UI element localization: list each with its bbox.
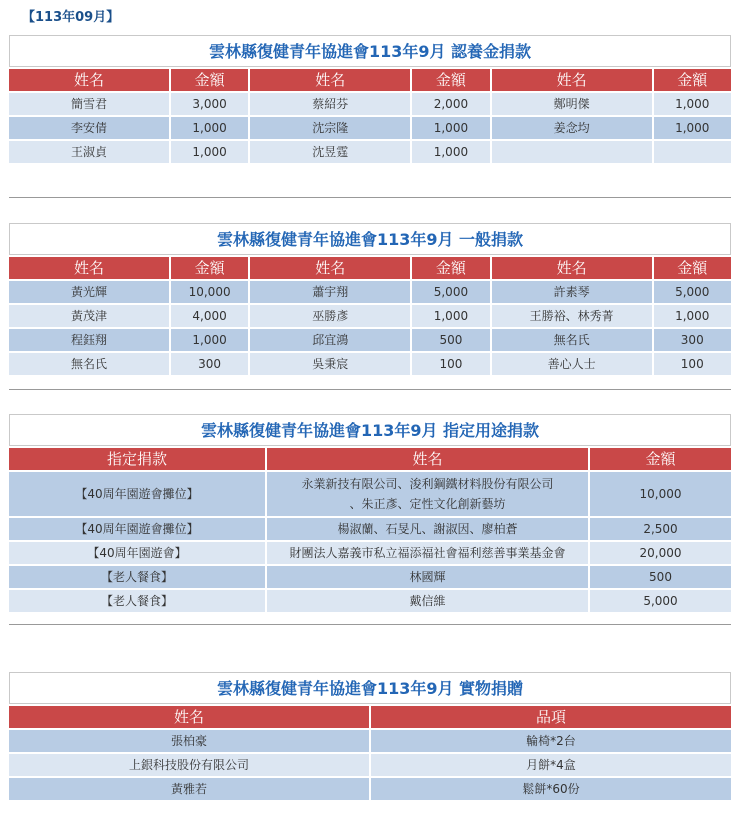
designated-purpose: 【40周年園遊會攤位】 xyxy=(9,472,265,516)
header-cell: 姓名 xyxy=(9,257,169,279)
designated-purpose: 【老人餐食】 xyxy=(9,590,265,612)
section-divider xyxy=(9,197,731,198)
inkind-header-row xyxy=(9,706,731,728)
section-divider xyxy=(9,624,731,625)
donated-item: 鬆餅*60份 xyxy=(371,778,731,800)
inkind-section xyxy=(9,672,731,802)
donation-amount: 2,000 xyxy=(412,93,489,115)
donor-name: 黃茂津 xyxy=(9,305,169,327)
header-cell: 金額 xyxy=(171,69,248,91)
general-section xyxy=(9,223,731,377)
donation-amount: 100 xyxy=(654,353,731,375)
header-cell: 品項 xyxy=(371,706,731,728)
donor-name: 吳秉宸 xyxy=(250,353,410,375)
donation-amount: 5,000 xyxy=(590,590,731,612)
donation-amount: 1,000 xyxy=(171,117,248,139)
donor-name: 李安倩 xyxy=(9,117,169,139)
donation-amount: 1,000 xyxy=(654,305,731,327)
donor-name: 楊淑蘭、石旻凡、謝淑因、廖柏蒼 xyxy=(267,518,588,540)
donor-name: 黃光輝 xyxy=(9,281,169,303)
table-row xyxy=(9,353,731,375)
donor-name: 許素琴 xyxy=(492,281,652,303)
donor-name: 簡雪君 xyxy=(9,93,169,115)
donation-amount: 10,000 xyxy=(171,281,248,303)
donation-amount: 4,000 xyxy=(171,305,248,327)
donation-amount: 1,000 xyxy=(412,305,489,327)
table-row xyxy=(9,730,731,752)
donor-name: 姜念均 xyxy=(492,117,652,139)
donor-name xyxy=(492,141,652,163)
general-header-row xyxy=(9,257,731,279)
table-row xyxy=(9,281,731,303)
donation-amount: 500 xyxy=(590,566,731,588)
donation-amount: 5,000 xyxy=(654,281,731,303)
donation-amount: 1,000 xyxy=(412,141,489,163)
designated-table xyxy=(7,446,733,614)
sponsorship-header-row xyxy=(9,69,731,91)
donor-name: 張柏豪 xyxy=(9,730,369,752)
header-cell: 金額 xyxy=(654,69,731,91)
donation-amount: 2,500 xyxy=(590,518,731,540)
donation-amount: 1,000 xyxy=(654,117,731,139)
donor-name: 善心人士 xyxy=(492,353,652,375)
donation-amount: 3,000 xyxy=(171,93,248,115)
donor-name: 沈宗隆 xyxy=(250,117,410,139)
donated-item: 輪椅*2台 xyxy=(371,730,731,752)
table-row xyxy=(9,590,731,612)
donor-name: 沈昱霆 xyxy=(250,141,410,163)
header-cell: 姓名 xyxy=(9,706,369,728)
header-cell: 金額 xyxy=(171,257,248,279)
header-cell: 姓名 xyxy=(250,69,410,91)
general-table xyxy=(7,255,733,377)
header-cell: 姓名 xyxy=(492,69,652,91)
donor-name: 黃雅若 xyxy=(9,778,369,800)
inkind-title: 雲林縣復健青年協進會113年9月 實物捐贈 xyxy=(9,672,731,704)
donor-name: 巫勝彥 xyxy=(250,305,410,327)
donation-amount: 100 xyxy=(412,353,489,375)
section-divider xyxy=(9,389,731,390)
inkind-table xyxy=(7,704,733,802)
designated-purpose: 【40周年園遊會】 xyxy=(9,542,265,564)
designated-purpose: 【40周年園遊會攤位】 xyxy=(9,518,265,540)
header-cell: 金額 xyxy=(654,257,731,279)
donation-amount: 20,000 xyxy=(590,542,731,564)
donated-item: 月餅*4盒 xyxy=(371,754,731,776)
donor-name: 戴信維 xyxy=(267,590,588,612)
table-row xyxy=(9,305,731,327)
donor-name: 鄭明傑 xyxy=(492,93,652,115)
donation-amount: 1,000 xyxy=(654,93,731,115)
table-row xyxy=(9,542,731,564)
header-cell: 姓名 xyxy=(250,257,410,279)
donor-name: 永業新技有限公司、浚利鋼鐵材料股份有限公司 、朱正彥、定性文化創新藝坊 xyxy=(267,472,588,516)
donation-amount: 500 xyxy=(412,329,489,351)
donation-amount: 300 xyxy=(171,353,248,375)
table-row xyxy=(9,141,731,163)
table-row xyxy=(9,329,731,351)
table-row xyxy=(9,518,731,540)
header-cell: 姓名 xyxy=(492,257,652,279)
sponsorship-table xyxy=(7,67,733,165)
general-title: 雲林縣復健青年協進會113年9月 一般捐款 xyxy=(9,223,731,255)
sponsorship-section xyxy=(9,35,731,165)
donor-name: 財團法人嘉義市私立福添福社會福利慈善事業基金會 xyxy=(267,542,588,564)
designated-section xyxy=(9,414,731,614)
donor-name: 邱宜鴻 xyxy=(250,329,410,351)
header-cell: 金額 xyxy=(412,257,489,279)
donor-name: 無名氏 xyxy=(492,329,652,351)
sponsorship-title: 雲林縣復健青年協進會113年9月 認養金捐款 xyxy=(9,35,731,67)
table-row xyxy=(9,778,731,800)
donation-amount xyxy=(654,141,731,163)
donor-name: 林國輝 xyxy=(267,566,588,588)
donation-amount: 10,000 xyxy=(590,472,731,516)
designated-purpose: 【老人餐食】 xyxy=(9,566,265,588)
donation-amount: 1,000 xyxy=(171,329,248,351)
header-cell: 姓名 xyxy=(267,448,588,470)
donor-name: 蕭宇翔 xyxy=(250,281,410,303)
donor-name: 蔡紹芬 xyxy=(250,93,410,115)
donation-amount: 300 xyxy=(654,329,731,351)
donor-name: 王淑貞 xyxy=(9,141,169,163)
designated-title: 雲林縣復健青年協進會113年9月 指定用途捐款 xyxy=(9,414,731,446)
table-row xyxy=(9,93,731,115)
month-label: 【113年09月】 xyxy=(22,10,120,25)
donor-name: 上銀科技股份有限公司 xyxy=(9,754,369,776)
donor-name: 無名氏 xyxy=(9,353,169,375)
header-cell: 金額 xyxy=(412,69,489,91)
donation-amount: 5,000 xyxy=(412,281,489,303)
donor-name: 程鈺翔 xyxy=(9,329,169,351)
table-row xyxy=(9,117,731,139)
table-row xyxy=(9,754,731,776)
header-cell: 金額 xyxy=(590,448,731,470)
table-row xyxy=(9,566,731,588)
donation-amount: 1,000 xyxy=(412,117,489,139)
header-cell: 指定捐款 xyxy=(9,448,265,470)
donor-name: 王勝裕、林秀菁 xyxy=(492,305,652,327)
table-row xyxy=(9,472,731,516)
header-cell: 姓名 xyxy=(9,69,169,91)
donation-amount: 1,000 xyxy=(171,141,248,163)
designated-header-row xyxy=(9,448,731,470)
